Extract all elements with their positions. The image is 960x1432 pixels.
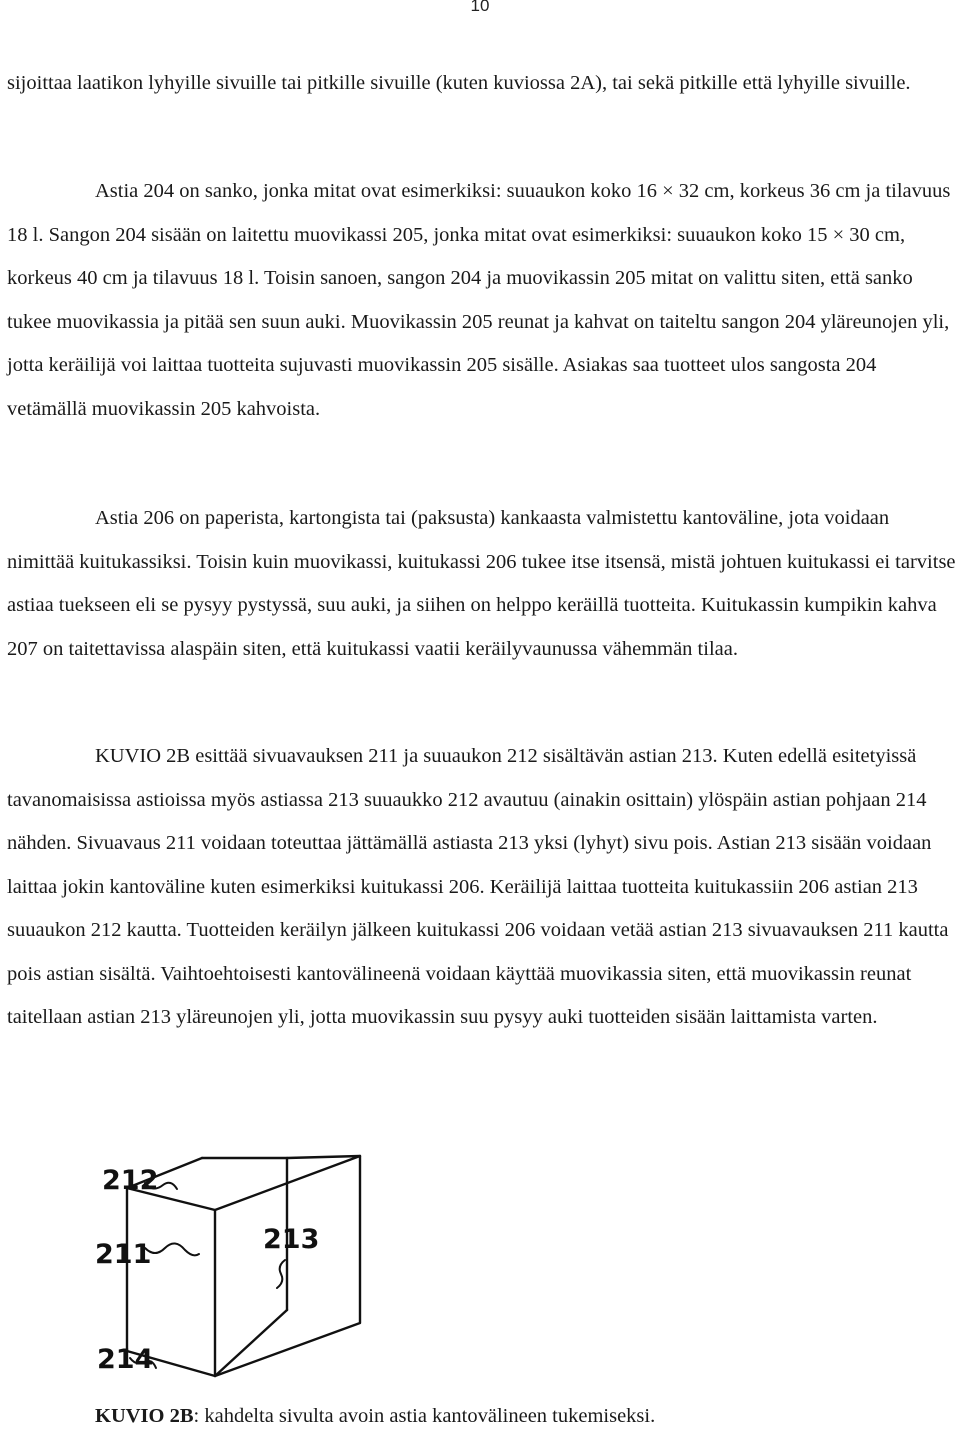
label-211: 211 (95, 1239, 152, 1270)
container-drawing (85, 1148, 385, 1378)
container-top-edge-right (287, 1156, 360, 1158)
label-213: 213 (263, 1224, 320, 1255)
label-214: 214 (97, 1344, 154, 1375)
paragraph-kuvio-2b: KUVIO 2B esittää sivuavauksen 211 ja suuaukon 212 sisältävän astian 213. Kuten edellä esitetyissä tavanomaisissa astioissa myös astiassa 213 suuaukko 212 avautuu (ainakin osittain) ylöspäin astian pohjaan 214 nähden. Sivuavaus 211 voidaan toteuttaa jättämällä astiasta 213 yksi (lyhyt) sivu pois. Astian 213 sisään voidaan laittaa jokin kantoväline kuten esimerkiksi kuitukassi 206. Keräilijä laittaa tuotteita kuitukassiin 206 astian 213 suuaukon 212 kautta. Tuotteiden keräilyn jälkeen kuitukassi 206 voidaan vetää astian 213 sivuavauksen 211 kautta pois astian sisältä. Vaihtoehtoisesti kantovälineenä voidaan käyttää muovikassia siten, että muovikassin reunat taitellaan astian 213 yläreunojen yli, jotta muovikassin suu pysyy auki tuotteiden sisään laittamista varten. (7, 745, 949, 1028)
caption-text: : kahdelta sivulta avoin astia kantovälineen tukemiseksi. (193, 1405, 656, 1427)
paragraph-continuation: sijoittaa laatikon lyhyille sivuille tai pitkille sivuille (kuten kuviossa 2A), tai sekä pitkille että lyhyille sivuille. (7, 72, 911, 94)
leader-213 (277, 1260, 285, 1288)
label-212: 212 (102, 1165, 159, 1196)
caption-label: KUVIO 2B (95, 1405, 194, 1427)
leader-211 (145, 1243, 199, 1255)
paragraph-astia-206: Astia 206 on paperista, kartongista tai (paksusta) kankaasta valmistettu kantoväline, jota voidaan nimittää kuitukassiksi. Toisin kuin muovikassi, kuitukassi 206 tukee itse itsensä, mistä johtuen kuitukassi ei tarvitse astiaa tuekseen eli se pysyy pystyssä, suu auki, ja siihen on helppo keräillä tuotteita. Kuitukassin kumpikin kahva 207 on taitettavissa alaspäin siten, että kuitukassi vaatii keräilyvaunussa vähemmän tilaa. (7, 507, 956, 660)
paragraph-astia-204: Astia 204 on sanko, jonka mitat ovat esimerkiksi: suuaukon koko 16 × 32 cm, korkeus 36 cm ja tilavuus 18 l. Sangon 204 sisään on laitettu muovikassi 205, jonka mitat ovat esimerkiksi: suuaukon koko 15 × 30 cm, korkeus 40 cm ja tilavuus 18 l. Toisin sanoen, sangon 204 ja muovikassin 205 mitat on valittu siten, että sanko tukee muovikassia ja pitää sen suun auki. Muovikassin 205 reunat ja kahvat on taiteltu sangon 204 yläreunojen yli, jotta keräilijä voi laittaa tuotteita sujuvasti muovikassin 205 sisälle. Asiakas saa tuotteet ulos sangosta 204 vetämällä muovikassin 205 kahvoista. (7, 180, 951, 420)
page-number: 10 (470, 0, 490, 15)
figure-2b (85, 1148, 385, 1378)
figure-caption (95, 1403, 655, 1429)
container-bottom-back (215, 1310, 287, 1376)
